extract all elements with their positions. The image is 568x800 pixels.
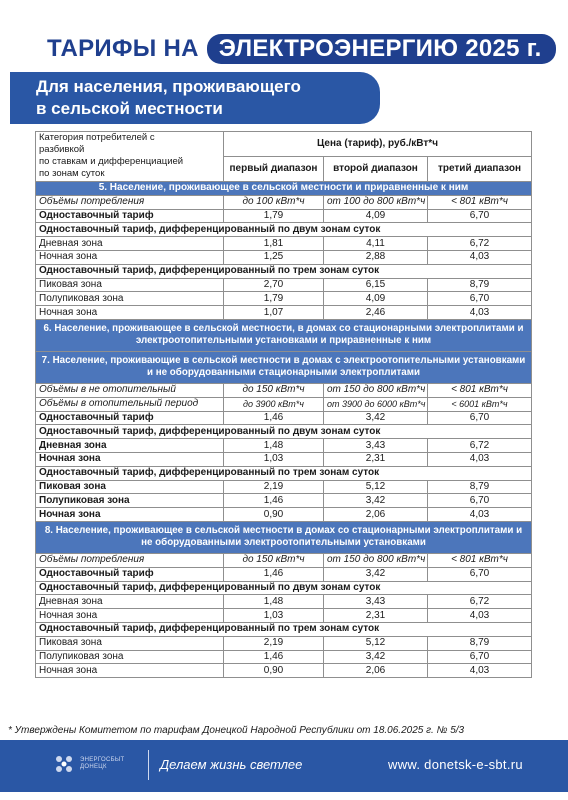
row-label: Объёмы потребления <box>36 553 224 567</box>
row-label: Пиковая зона <box>36 480 224 494</box>
subsection-title: Одноставочный тариф, дифференцированный по трем зонам суток <box>36 622 532 636</box>
table-row <box>36 195 532 209</box>
cell: 4,03 <box>428 250 532 264</box>
cell: от 150 до 800 кВт*ч <box>324 383 428 397</box>
cell: 4,03 <box>428 508 532 522</box>
cell: 1,25 <box>224 250 324 264</box>
cell: 6,15 <box>324 278 428 292</box>
cell: 6,70 <box>428 292 532 306</box>
tariff-table <box>35 131 532 678</box>
cell: 4,09 <box>324 209 428 223</box>
cell: 2,31 <box>324 609 428 623</box>
subtitle-line-2: в сельской местности <box>36 99 223 118</box>
cell: до 150 кВт*ч <box>224 553 324 567</box>
cell: 1,03 <box>224 452 324 466</box>
row-label: Полупиковая зона <box>36 494 224 508</box>
cell: 2,31 <box>324 452 428 466</box>
row-label: Ночная зона <box>36 664 224 678</box>
subsection-title: Одноставочный тариф, дифференцированный по двум зонам суток <box>36 581 532 595</box>
cell: 4,03 <box>428 306 532 320</box>
cell: от 150 до 800 кВт*ч <box>324 553 428 567</box>
table-row <box>36 595 532 609</box>
table-row <box>36 411 532 425</box>
footer-banner <box>0 740 568 792</box>
cell: 2,06 <box>324 664 428 678</box>
category-header-line: по ставкам и дифференциацией <box>39 156 184 167</box>
cell: 6,72 <box>428 237 532 251</box>
cell: 1,48 <box>224 439 324 453</box>
table-header-row <box>36 132 532 157</box>
table-row <box>36 292 532 306</box>
row-label: Дневная зона <box>36 237 224 251</box>
row-label: Одноставочный тариф <box>36 209 224 223</box>
table-row <box>36 397 532 411</box>
table-row <box>36 237 532 251</box>
table-row <box>36 480 532 494</box>
cell: 1,03 <box>224 609 324 623</box>
cell: 1,79 <box>224 292 324 306</box>
table-row <box>36 452 532 466</box>
cell: 3,42 <box>324 650 428 664</box>
row-label: Полупиковая зона <box>36 650 224 664</box>
subsection-title: Одноставочный тариф, дифференцированный по трем зонам суток <box>36 264 532 278</box>
price-header: Цена (тариф), руб./кВт*ч <box>224 132 532 157</box>
row-label: Ночная зона <box>36 306 224 320</box>
cell: 2,88 <box>324 250 428 264</box>
section-6-title: 6. Население, проживающее в сельской местности, в домах со стационарными электроплитами и электроотопительными установками и приравненные к ним <box>36 319 532 351</box>
slogan: Делаем жизнь светлее <box>160 757 303 772</box>
subtitle-line-1: Для населения, проживающего <box>36 77 301 96</box>
cell: до 150 кВт*ч <box>224 383 324 397</box>
cell: < 801 кВт*ч <box>428 553 532 567</box>
cell: 2,19 <box>224 636 324 650</box>
cell: 2,06 <box>324 508 428 522</box>
category-header-line: Категория потребителей с <box>39 132 155 143</box>
cell: 4,03 <box>428 452 532 466</box>
cell: 5,12 <box>324 636 428 650</box>
logo-line-2: ДОНЕЦК <box>80 764 107 770</box>
cell: 6,70 <box>428 209 532 223</box>
cell: 5,12 <box>324 480 428 494</box>
cell: < 801 кВт*ч <box>428 383 532 397</box>
cell: 4,09 <box>324 292 428 306</box>
range-header-first: первый диапазон <box>224 157 324 182</box>
subsection-title: Одноставочный тариф, дифференцированный по двум зонам суток <box>36 425 532 439</box>
cell: 3,42 <box>324 411 428 425</box>
title-part-2: ЭЛЕКТРОЭНЕРГИЮ 2025 г. <box>207 34 556 64</box>
cell: 3,42 <box>324 494 428 508</box>
row-label: Ночная зона <box>36 508 224 522</box>
cell: до 3900 кВт*ч <box>224 397 324 411</box>
company-logo-icon <box>50 750 78 778</box>
footnote: * Утверждены Комитетом по тарифам Донецкой Народной Республики от 18.06.2025 г. № 5/3 <box>8 725 465 736</box>
table-row <box>36 553 532 567</box>
row-label: Ночная зона <box>36 250 224 264</box>
table-row <box>36 567 532 581</box>
cell: 0,90 <box>224 664 324 678</box>
row-label: Объёмы в не отопительный <box>36 383 224 397</box>
cell: 3,42 <box>324 567 428 581</box>
table-row <box>36 650 532 664</box>
cell: 1,81 <box>224 237 324 251</box>
cell: от 100 до 800 кВт*ч <box>324 195 428 209</box>
website-link[interactable]: www. donetsk-e-sbt.ru <box>388 757 523 772</box>
row-label: Объёмы в отопительный период <box>36 397 224 411</box>
table-row <box>36 250 532 264</box>
row-label: Ночная зона <box>36 452 224 466</box>
cell: 1,46 <box>224 567 324 581</box>
title-part-1: ТАРИФЫ НА <box>47 35 199 62</box>
cell: 3,43 <box>324 595 428 609</box>
cell: 1,46 <box>224 650 324 664</box>
row-label: Одноставочный тариф <box>36 567 224 581</box>
cell: 6,70 <box>428 411 532 425</box>
cell: 4,03 <box>428 609 532 623</box>
cell: 4,11 <box>324 237 428 251</box>
category-header-line: разбивкой <box>39 144 85 155</box>
cell: 1,46 <box>224 411 324 425</box>
row-label: Объёмы потребления <box>36 195 224 209</box>
table-row <box>36 278 532 292</box>
cell: 6,70 <box>428 494 532 508</box>
section-8-title: 8. Население, проживающее в сельской местности в домах со стационарными электроплитами и не оборудованными электроотопительными установками <box>36 521 532 553</box>
cell: от 3900 до 6000 кВт*ч <box>324 397 428 411</box>
table-row <box>36 636 532 650</box>
cell: 1,07 <box>224 306 324 320</box>
footer-divider <box>148 750 149 780</box>
category-header <box>36 132 224 182</box>
row-label: Дневная зона <box>36 439 224 453</box>
cell: 4,03 <box>428 664 532 678</box>
logo-text <box>80 757 124 771</box>
table-row <box>36 508 532 522</box>
cell: 8,79 <box>428 480 532 494</box>
row-label: Полупиковая зона <box>36 292 224 306</box>
cell: < 801 кВт*ч <box>428 195 532 209</box>
table-row <box>36 664 532 678</box>
cell: 0,90 <box>224 508 324 522</box>
cell: < 6001 кВт*ч <box>428 397 532 411</box>
cell: 1,79 <box>224 209 324 223</box>
cell: 6,70 <box>428 567 532 581</box>
cell: 3,43 <box>324 439 428 453</box>
table-row <box>36 209 532 223</box>
cell: 2,70 <box>224 278 324 292</box>
cell: 2,46 <box>324 306 428 320</box>
category-header-line: по зонам суток <box>39 168 105 179</box>
table-row <box>36 494 532 508</box>
row-label: Ночная зона <box>36 609 224 623</box>
range-header-second: второй диапазон <box>324 157 428 182</box>
table-row <box>36 609 532 623</box>
cell: 8,79 <box>428 278 532 292</box>
cell: 6,72 <box>428 439 532 453</box>
subsection-title: Одноставочный тариф, дифференцированный по двум зонам суток <box>36 223 532 237</box>
subsection-title: Одноставочный тариф, дифференцированный по трем зонам суток <box>36 466 532 480</box>
table-row <box>36 383 532 397</box>
page-title <box>47 33 556 65</box>
cell: до 100 кВт*ч <box>224 195 324 209</box>
row-label: Пиковая зона <box>36 278 224 292</box>
subtitle-banner <box>10 72 380 124</box>
logo-line-1: ЭНЕРГОСБЫТ <box>80 757 125 763</box>
row-label: Пиковая зона <box>36 636 224 650</box>
cell: 6,72 <box>428 595 532 609</box>
table-row <box>36 439 532 453</box>
range-header-third: третий диапазон <box>428 157 532 182</box>
cell: 8,79 <box>428 636 532 650</box>
table-row <box>36 306 532 320</box>
cell: 2,19 <box>224 480 324 494</box>
cell: 1,48 <box>224 595 324 609</box>
section-7-title: 7. Население, проживающие в сельской местности в домах с электроотопительными установками и не оборудованными стационарными электроплитами <box>36 351 532 383</box>
row-label: Дневная зона <box>36 595 224 609</box>
cell: 6,70 <box>428 650 532 664</box>
section-5-title: 5. Население, проживающее в сельской местности и приравненные к ним <box>36 182 532 196</box>
cell: 1,46 <box>224 494 324 508</box>
row-label: Одноставочный тариф <box>36 411 224 425</box>
